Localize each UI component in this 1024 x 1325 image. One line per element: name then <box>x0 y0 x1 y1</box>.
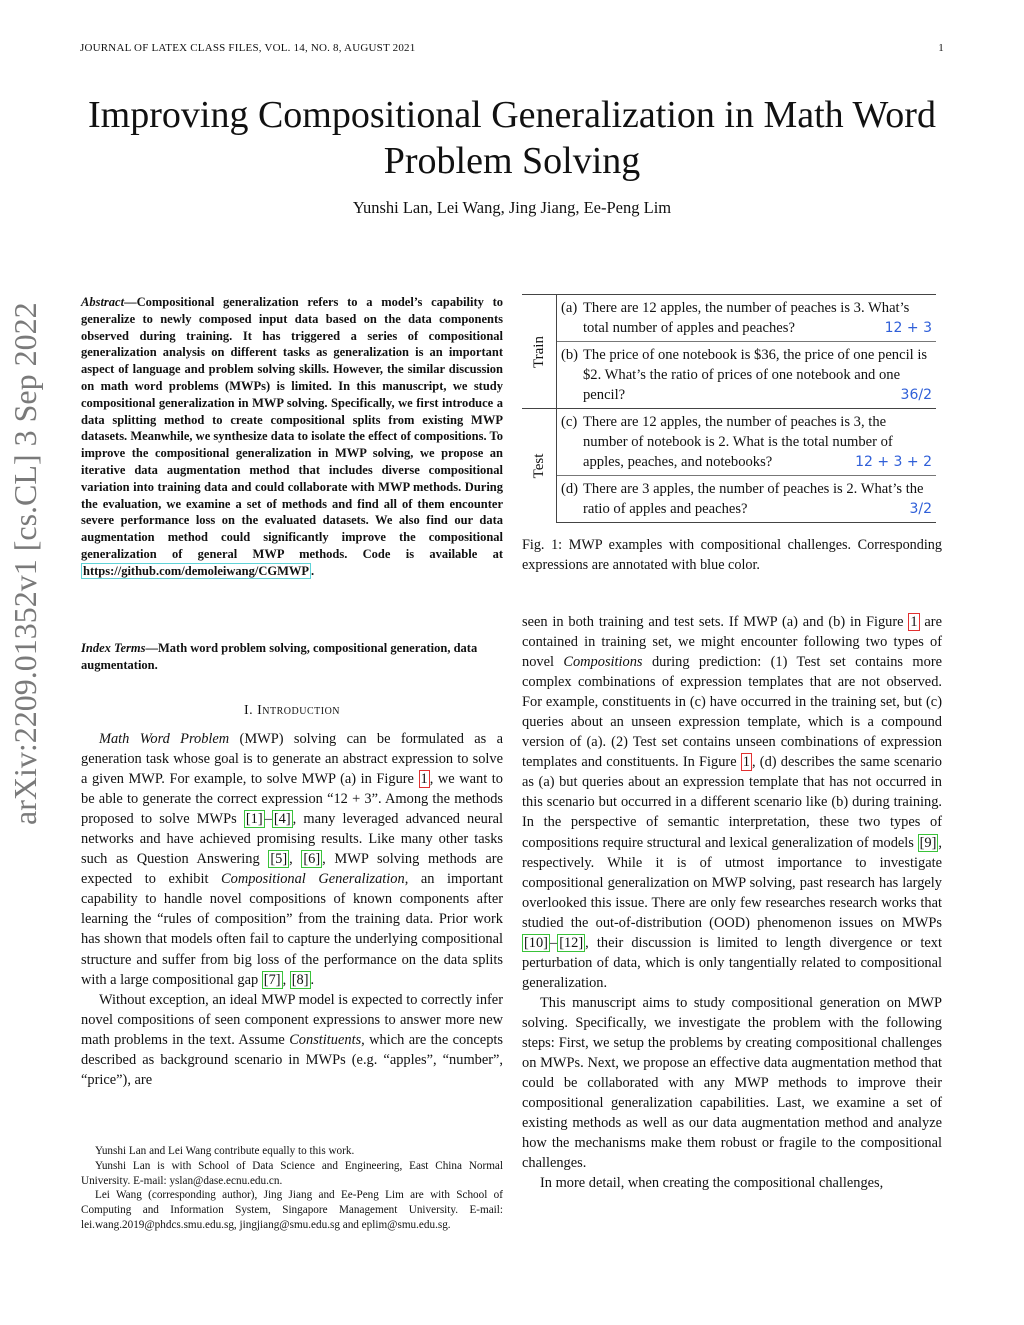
text-span: , many leveraged advanced neural networks and have achieved promising results. Like many other tasks such as Question Answering <box>81 811 504 868</box>
footnotes <box>81 1144 503 1233</box>
example-expression: 12 + 3 <box>884 320 932 336</box>
text-span: , MWP solving methods are expected to exhibit <box>81 851 503 888</box>
abstract-tail: . <box>311 563 315 578</box>
right-paragraph-1 <box>522 612 942 993</box>
text-span: are contained in training set, we might encounter following two types of novel <box>522 614 942 671</box>
journal-name: JOURNAL OF LATEX CLASS FILES, VOL. 14, NO. 8, AUGUST 2021 <box>80 42 416 54</box>
footnote: Yunshi Lan is with School of Data Science and Engineering, East China Normal University. E-mail: yslan@dase.ecnu.edu.cn. <box>81 1159 503 1187</box>
citation-link[interactable]: [8] <box>291 971 309 988</box>
footnote: Lei Wang (corresponding author), Jing Jiang and Ee-Peng Lim are with School of Computing and Information System, Singapore Management University. E-mail: lei.wang.2019@phdcs.smu.edu.sg, jingjiang@smu.edu.sg and eplim@smu.edu.sg. <box>81 1189 503 1231</box>
figure-ref-link[interactable]: 1 <box>742 754 750 771</box>
text-span: – <box>264 811 272 828</box>
footnote: Yunshi Lan and Lei Wang contribute equally to this work. <box>95 1145 355 1157</box>
introduction-left <box>81 729 503 1090</box>
table-row <box>522 295 936 342</box>
group-label-train: Train <box>531 335 547 368</box>
example-label: (a) <box>557 295 584 342</box>
example-label: (d) <box>557 476 584 523</box>
right-paragraph-2: This manuscript aims to study compositional generation on MWP solving. Specifically, we investigate the problem with the following steps: First, we setup the problems by creating compositional challenges on MWPs. Next, we propose an effective data augmentation method that could be collaborated with any MWP methods to improve their compositional generalization capabilities. Last, we examine a set of existing methods as well as our data augmentation method and analyze how the mechanisms make them robust or fragile to the compositional challenges. <box>522 994 942 1172</box>
section-number: I. <box>243 703 254 718</box>
text-span: (MWP) solving can be formulated as a generation task whose goal is to generate an abstract expression to solve a given MWP. For example, to solve MWP (a) in Figure <box>81 731 504 788</box>
abstract <box>81 294 503 580</box>
page-number: 1 <box>938 42 944 54</box>
citation-link[interactable]: [4] <box>273 811 291 828</box>
paper-title: Improving Compositional Generalization in Math Word Problem Solving <box>88 94 936 182</box>
example-question: There are 3 apples, the number of peaches is 2. What’s the ratio of apples and peaches? <box>583 481 924 517</box>
example-text <box>583 295 936 342</box>
examples-table <box>522 294 936 523</box>
introduction-right <box>522 612 942 1193</box>
index-terms-body: —Math word problem solving, compositional generation, data augmentation. <box>81 641 478 672</box>
term-compositions: Compositions <box>563 654 643 671</box>
intro-paragraph-2 <box>81 990 503 1090</box>
code-link[interactable]: https://github.com/demoleiwang/CGMWP <box>83 563 310 578</box>
arxiv-stamp: arXiv:2209.01352v1 [cs.CL] 3 Sep 2022 <box>7 302 43 825</box>
example-expression: 3/2 <box>909 501 932 517</box>
intro-paragraph-1 <box>81 729 503 990</box>
citation-link[interactable]: [1] <box>245 811 263 828</box>
term-mwp: Math Word Problem <box>99 731 230 747</box>
citation-link[interactable]: [12] <box>559 934 584 951</box>
example-expression: 12 + 3 + 2 <box>855 454 932 470</box>
index-terms-lead: Index Terms <box>81 641 146 655</box>
citation-link[interactable]: [5] <box>270 851 288 868</box>
right-paragraph-3: In more detail, when creating the compositional challenges, <box>540 1175 884 1192</box>
text-span: , (d) describes the same scenario as (a) but queries about an expression template that has not occurred in this scenario but occurred in a different scenario like (b) during training. In the perspective of semantic interpretation, these two types of compositions require structural and lexical generalization of models <box>522 754 942 851</box>
table-row <box>522 476 936 523</box>
example-expression: 36/2 <box>900 387 932 403</box>
text-span: , <box>282 971 290 988</box>
example-question: There are 12 apples, the number of peaches is 3, the number of notebook is 2. What is the total number of apples, peaches, and notebooks? <box>583 414 893 470</box>
running-header <box>80 42 944 54</box>
term-constituents: Constituents <box>289 1031 362 1048</box>
text-span: , respectively. While it is of utmost importance to investigate compositional generalization on MWP solving, past research has largely overlooked this issue. There are only few researches research works that studied the out-of-distribution (OOD) phenomenon issues on MWPs <box>522 834 942 931</box>
abstract-body: —Compositional generalization refers to a model’s capability to generalize to newly composed input data based on the data components observed during training. It has triggered a series of compositional generalization analysis on different tasks as generalization is an important aspect of language and problem solving skills. However, the similar discussion on math word problems (MWPs) is limited. In this manuscript, we study compositional generalization in MWP solving. Specifically, we first introduce a data splitting method to create compositional splits from existing MWP datasets. Meanwhile, we synthesize data to isolate the effect of compositions. To improve the compositional generalization in MWP solving, we propose an iterative data augmentation method that includes diverse compositional variation into training data and could collaborate with MWP methods. During the evaluation, we examine a set of methods and find all of them encounter severe performance loss on the evaluated datasets. We also find our data augmentation method could significantly improve the compositional generalization of general MWP methods. Code is available at <box>81 295 503 561</box>
text-span: , their discussion is limited to length divergence or text perturbation of data, which is only tangentially related to compositional generalization. <box>522 934 942 991</box>
section-title: Introduction <box>257 703 341 718</box>
citation-link[interactable]: [7] <box>263 971 281 988</box>
figure-ref-link[interactable]: 1 <box>910 614 918 630</box>
group-label-test: Test <box>531 453 547 479</box>
text-span: . <box>310 971 315 988</box>
text-span: Without exception, an ideal MWP model is expected to correctly infer novel compositions of seen component expressions to answer more new math problems in the text. Assume <box>81 991 503 1048</box>
group-label-cell <box>522 409 557 523</box>
table-row <box>522 409 936 476</box>
text-span: , we want to be able to generate the correct expression “12 + 3”. Among the methods proposed to solve MWPs <box>81 771 503 828</box>
text-span: , <box>289 851 302 868</box>
example-text <box>583 409 936 476</box>
citation-link[interactable]: [6] <box>303 851 321 868</box>
text-span: , an important capability to handle novel compositions of known components after learning the “rules of composition” from the training data. Prior work has shown that models often fail to capture the underlying compositional structure and suffer from big loss of the performance on the data splits with a large compositional gap <box>81 871 503 988</box>
example-text <box>583 476 936 523</box>
citation-link[interactable]: [9] <box>919 834 937 851</box>
example-question: The price of one notebook is $36, the price of one pencil is $2. What’s the ratio of prices of one notebook and one pencil? <box>583 347 928 403</box>
example-text <box>583 342 936 409</box>
group-label-cell <box>522 295 557 409</box>
abstract-lead: Abstract <box>81 295 125 309</box>
term-compositional-generalization: Compositional Generalization <box>221 871 405 888</box>
example-question: There are 12 apples, the number of peaches is 3. What’s total number of apples and peaches? <box>583 300 910 336</box>
section-heading <box>81 703 503 719</box>
text-span: – <box>549 934 558 951</box>
example-label: (c) <box>557 409 584 476</box>
citation-link[interactable]: [10] <box>524 934 548 951</box>
text-span: , which are the concepts described as background scenario in MWPs (e.g. “apples”, “number”, “price”), are <box>81 1031 503 1088</box>
author-list: Yunshi Lan, Lei Wang, Jing Jiang, Ee-Peng Lim <box>352 198 672 217</box>
text-span: seen in both training and test sets. If MWP (a) and (b) in Figure <box>522 614 909 630</box>
figure-ref-link[interactable]: 1 <box>420 771 428 788</box>
text-span: during prediction: (1) Test set contains more complex combinations of expression templates that are not observed. For example, constituents in (c) have occurred in the training set, but (c) queries about an unseen expression template, which is a compound version of (a). (2) Test set contains unseen combinations of expression templates and constituents. In Figure <box>522 654 942 771</box>
figure-1 <box>522 294 936 523</box>
example-label: (b) <box>557 342 584 409</box>
figure-caption: Fig. 1: MWP examples with compositional challenges. Corresponding expressions are annotated with blue color. <box>522 537 942 573</box>
table-row <box>522 342 936 409</box>
index-terms <box>81 640 503 674</box>
